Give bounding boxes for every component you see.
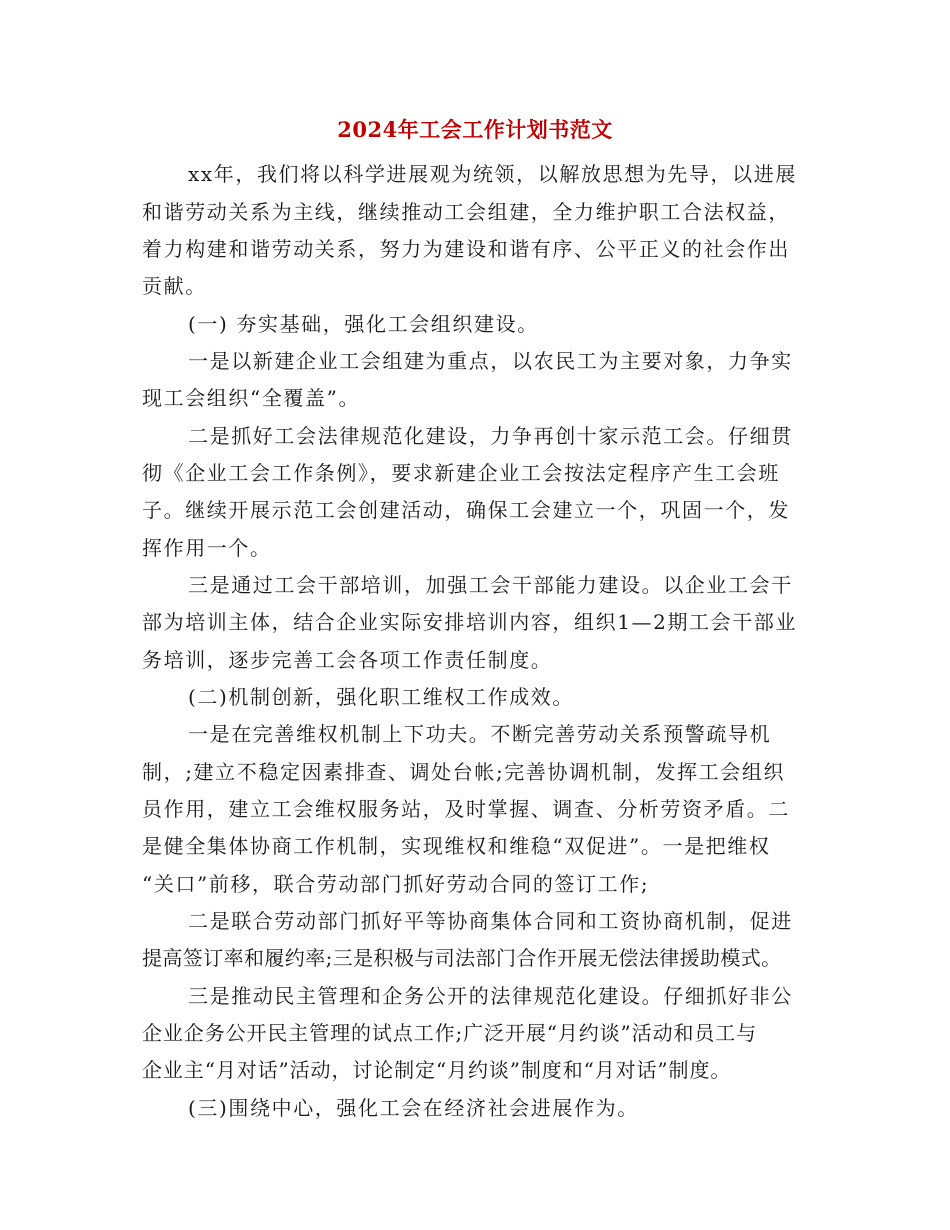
paragraph-line: 三是通过工会干部培训，加强工会干部能力建设。以企业工会干 xyxy=(188,573,793,597)
paragraph-line: 一是在完善维权机制上下功夫。不断完善劳动关系预警疏导机 xyxy=(188,722,772,746)
paragraph-line: 子。继续开展示范工会创建活动，确保工会建立一个，巩固一个，发 xyxy=(142,498,790,522)
paragraph-line: 现工会组织“全覆盖”。 xyxy=(142,386,361,410)
document-title: 2024年工会工作计划书范文 xyxy=(337,117,613,142)
paragraph-line: 是健全集体协商工作机制，实现维权和维稳“双促进”。一是把维权 xyxy=(142,834,771,858)
paragraph-line: 提高签订率和履约率;三是积极与司法部门合作开展无偿法律援助模式。 xyxy=(142,946,782,970)
paragraph-line: 贡献。 xyxy=(142,274,207,298)
paragraph-line: 彻《企业工会工作条例》，要求新建企业工会按法定程序产生工会班 xyxy=(142,461,780,485)
paragraph-line: 企业主“月对话”活动，讨论制定“月约谈”制度和“月对话”制度。 xyxy=(142,1058,732,1082)
paragraph-line: 企业企务公开民主管理的试点工作;广泛开展“月约谈”活动和员工与 xyxy=(142,1021,758,1045)
paragraph-line: 和谐劳动关系为主线，继续推动工会组建，全力维护职工合法权益， xyxy=(142,200,790,224)
paragraph-line: 员作用，建立工会维权服务站，及时掌握、调查、分析劳资矛盾。二 xyxy=(142,797,790,821)
paragraph-line: 二是抓好工会法律规范化建设，力争再创十家示范工会。仔细贯 xyxy=(188,424,793,448)
paragraph-line: 挥作用一个。 xyxy=(142,536,272,560)
paragraph-line: 二是联合劳动部门抓好平等协商集体合同和工资协商机制，促进 xyxy=(188,909,793,933)
section-heading: (三)围绕中心，强化工会在经济社会进展作为。 xyxy=(188,1096,639,1120)
paragraph-line: xx年，我们将以科学进展观为统领，以解放思想为先导，以进展 xyxy=(188,162,797,186)
section-heading: (一) 夯实基础，强化工会组织建设。 xyxy=(188,312,539,336)
paragraph-line: 部为培训主体，结合企业实际安排培训内容，组织1—2期工会干部业 xyxy=(142,610,798,634)
paragraph-line: 制，;建立不稳定因素排查、调处台帐;完善协调机制，发挥工会组织 xyxy=(142,760,786,784)
paragraph-line: 一是以新建企业工会组建为重点，以农民工为主要对象，力争实 xyxy=(188,349,793,373)
paragraph-line: 务培训，逐步完善工会各项工作责任制度。 xyxy=(142,648,553,672)
paragraph-line: 着力构建和谐劳动关系，努力为建设和谐有序、公平正义的社会作出 xyxy=(142,237,790,261)
paragraph-line: 三是推动民主管理和企务公开的法律规范化建设。仔细抓好非公 xyxy=(188,984,793,1008)
paragraph-line: “关口”前移，联合劳动部门抓好劳动合同的签订工作; xyxy=(142,872,650,896)
section-heading: (二)机制创新，强化职工维权工作成效。 xyxy=(188,685,575,709)
